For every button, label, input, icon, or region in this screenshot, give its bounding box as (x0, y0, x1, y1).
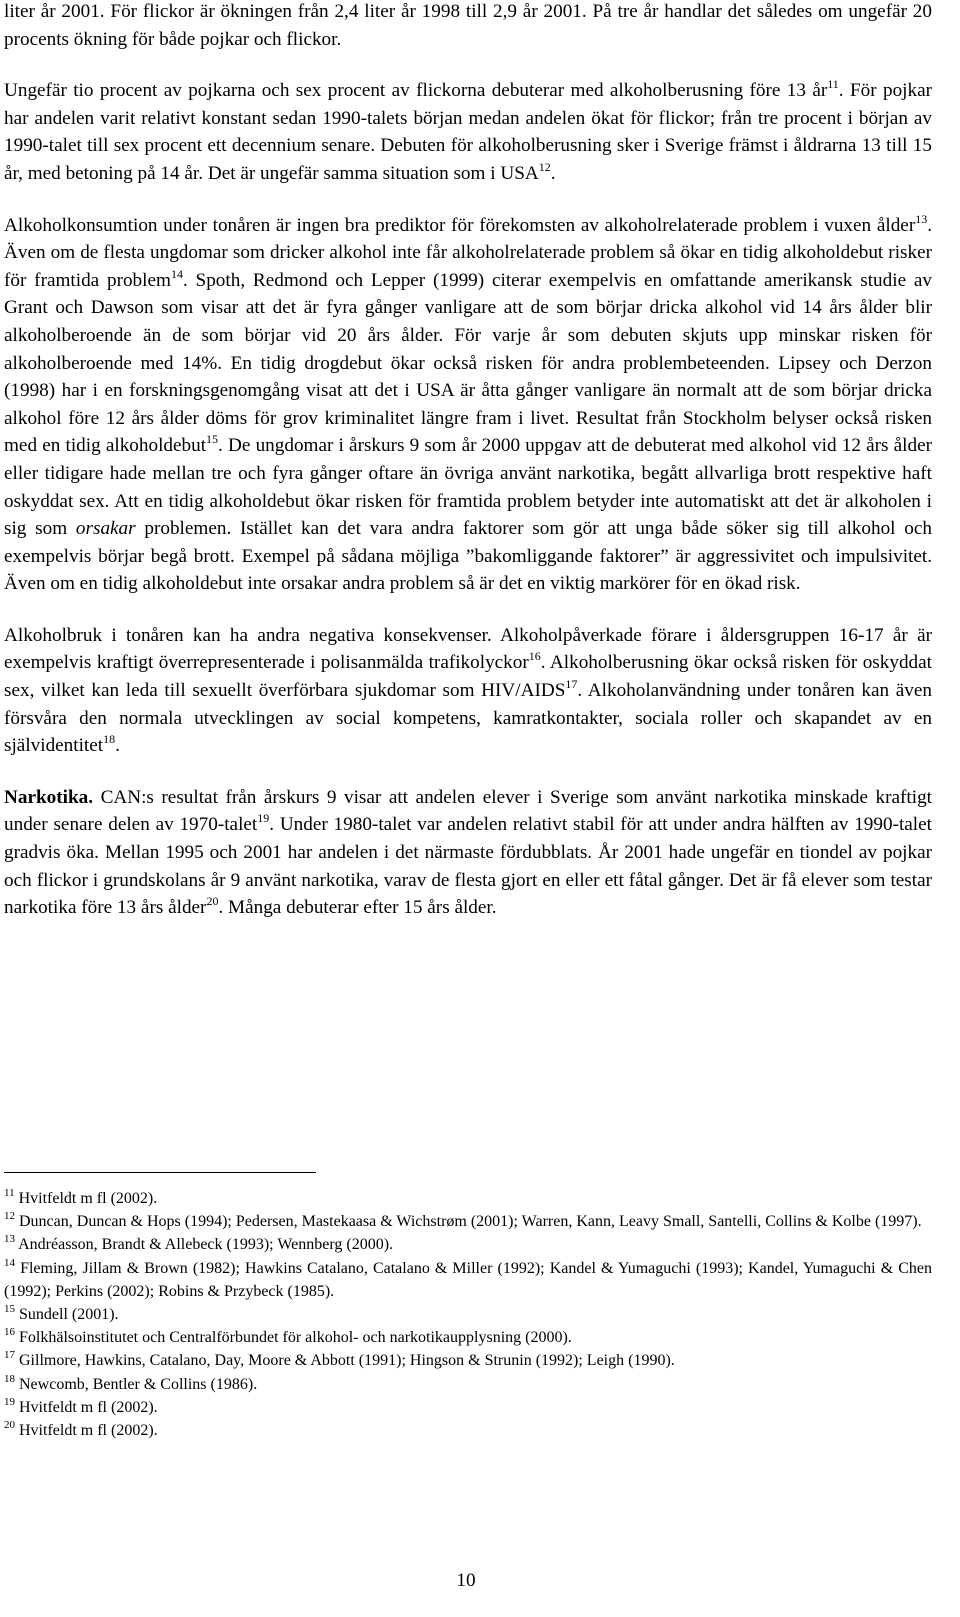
footnote-reference: 15 (206, 432, 219, 447)
footnote-reference: 18 (103, 732, 116, 747)
footnote-number: 19 (4, 1395, 15, 1408)
footnote-number: 15 (4, 1303, 15, 1316)
footnote-number: 17 (4, 1349, 15, 1362)
footnote-number: 18 (4, 1372, 15, 1385)
footnote-list (4, 1187, 932, 1442)
footnote-text: Hvitfeldt m fl (2002). (14, 1190, 158, 1207)
footnote-text: Gillmore, Hawkins, Catalano, Day, Moore & Abbott (1991); Hingson & Strunin (1992); Leigh (1990). (15, 1352, 675, 1370)
paragraph-2 (4, 77, 932, 187)
paragraph-1 (4, 0, 932, 53)
footnote-divider (4, 1172, 316, 1173)
text-run: . Under 1980-talet var andelen relativt stabil för att under andra hälften av 1990-talet gradvis öka. Mellan 1995 och 2001 har andelen i det närmaste fördubblats. År 2001 hade ungefär en tiondel av pojkar och flickor i grundskolans år 9 använt narkotika, varav de flesta gjort en eller ett fåtal gånger. Det är få elever som testar narkotika före 13 års ålder (4, 814, 932, 919)
footnote-reference: 17 (565, 677, 578, 692)
footnote-reference: 16 (528, 649, 541, 664)
footnote-number: 13 (4, 1233, 15, 1246)
footnote-reference: 12 (538, 159, 551, 174)
text-run: . Även om de flesta ungdomar som dricker alkohol inte får alkoholrelaterade problem så ökar en tidig alkoholdebut risker för framtida problem (4, 214, 932, 291)
footnote (4, 1349, 932, 1372)
paragraph-3 (4, 212, 932, 598)
section-heading: Narkotika. (4, 786, 94, 808)
footnote (4, 1187, 932, 1210)
text-run: . Alkoholberusning ökar också risken för oskyddat sex, vilket kan leda till sexuellt överförbara sjukdomar som HIV/AIDS (4, 652, 932, 702)
footnote (4, 1396, 932, 1419)
footnote (4, 1303, 932, 1326)
text-run: Ungefär tio procent av pojkarna och sex procent av flickorna debuterar med alkoholberusning före 13 år (4, 80, 828, 102)
footnote-reference: 11 (827, 77, 839, 92)
text-run: Alkoholbruk i tonåren kan ha andra negativa konsekvenser. Alkoholpåverkade förare i åldersgruppen 16-17 år är exempelvis kraftigt överrepresenterade i polisanmälda trafikolyckor (4, 624, 932, 674)
footnote-reference: 20 (206, 894, 219, 909)
text-run: . Spoth, Redmond och Lepper (1999) citerar exempelvis en omfattande amerikansk studie av Grant och Dawson som visar att det är fyra gånger vanligare att de som börjar dricka alkohol vid 14 års ålder blir alkoholberoende än de som börjar vid 20 års ålder. För varje år som debuten skjuts upp minskar risken för alkoholberoende med 14%. En tidig drogdebut ökar också risken för andra problembeteenden. Lipsey och Derzon (1998) har i en forskningsgenomgång visat att det i USA är åtta gånger vanligare än normalt att de som börjar dricka alkohol före 12 års ålder döms för grov kriminalitet längre fram i livet. Resultat från Stockholm belyser också risken med en tidig alkoholdebut (4, 269, 933, 457)
footnote-text: Duncan, Duncan & Hops (1994); Pedersen, Mastekaasa & Wichstrøm (2001); Warren, Kann, Leavy Small, Santelli, Collins & Kolbe (1997). (15, 1213, 922, 1231)
footnote-text: Hvitfeldt m fl (2002). (15, 1398, 158, 1416)
footnote-number: 12 (4, 1210, 15, 1223)
italic-text: orsakar (75, 518, 136, 540)
footnote-number: 14 (4, 1256, 15, 1269)
footnote-reference: 13 (915, 211, 928, 226)
footnote-number: 11 (4, 1187, 15, 1199)
document-page (4, 0, 932, 922)
footnote-text: Folkhälsoinstitutet och Centralförbundet för alkohol- och narkotikaupplysning (2000). (15, 1329, 572, 1347)
footnote-text: Fleming, Jillam & Brown (1982); Hawkins Catalano, Catalano & Miller (1992); Kandel & Yumaguchi (1993); Kandel, Yumaguchi & Chen (1992); Perkins (2002); Robins & Przybeck (1985). (4, 1259, 932, 1300)
text-run: CAN:s resultat från årskurs 9 visar att andelen elever i Sverige som använt narkotika minskade kraftigt under senare delen av 1970-talet (4, 786, 932, 836)
paragraph-narkotika (4, 784, 932, 922)
footnotes-section (4, 1172, 932, 1442)
footnote-number: 20 (4, 1419, 15, 1432)
footnote (4, 1326, 932, 1349)
footnote-number: 16 (4, 1326, 15, 1339)
text-run: . De ungdomar i årskurs 9 som år 2000 uppgav att de debuterat med alkohol vid 12 års ålder eller tidigare hade mellan tre och fyra gånger oftare än övriga använt narkotika, begått allvarliga brott respektive haft oskyddat sex. Att en tidig alkoholdebut ökar risken för framtida problem betyder inte automatiskt att det är alkoholen i sig som (4, 435, 932, 540)
paragraph-4 (4, 622, 932, 760)
text-run: problemen. Istället kan det vara andra faktorer som gör att unga både söker sig till alkohol och exempelvis börjar begå brott. Exempel på sådana möjliga ”bakomliggande faktorer” är aggressivitet och impulsivitet. Även om en tidig alkoholdebut inte orsakar andra problem så är det en viktig markörer för en ökad risk. (4, 518, 932, 595)
footnote-reference: 14 (170, 266, 183, 281)
text-run: . (115, 735, 120, 757)
footnote-text: Sundell (2001). (15, 1306, 119, 1324)
text-run: . Alkoholanvändning under tonåren kan även försvåra den normala utvecklingen av social kompetens, kamratkontakter, sociala roller och skapandet av en självidentitet (4, 680, 933, 757)
text-run: . Många debuterar efter 15 års ålder. (218, 897, 497, 919)
text-run: liter år 2001. För flickor är ökningen från 2,4 liter år 1998 till 2,9 år 2001. På tre år handlar det således om ungefär 20 procents ökning för både pojkar och flickor. (4, 1, 932, 50)
footnote (4, 1233, 932, 1256)
footnote-text: Newcomb, Bentler & Collins (1986). (15, 1375, 258, 1393)
footnote (4, 1373, 932, 1396)
text-run: . För pojkar har andelen varit relativt konstant sedan 1990-talets början medan andelen ökat för flickor; från tre procent i början av 1990-talet till sex procent ett decennium senare. Debuten för alkoholberusning sker i Sverige främst i åldrarna 13 till 15 år, med betoning på 14 år. Det är ungefär samma situation som i USA (4, 80, 932, 184)
footnote (4, 1257, 932, 1303)
footnote-text: Hvitfeldt m fl (2002). (15, 1422, 158, 1440)
footnote (4, 1210, 932, 1233)
footnote (4, 1419, 932, 1442)
page-number: 10 (456, 1570, 476, 1591)
text-run: Alkoholkonsumtion under tonåren är ingen bra prediktor för förekomsten av alkoholrelaterade problem i vuxen ålder (4, 214, 916, 236)
footnote-text: Andréasson, Brandt & Allebeck (1993); Wennberg (2000). (15, 1236, 394, 1254)
text-run: . (550, 162, 556, 184)
footnote-reference: 19 (257, 811, 270, 826)
